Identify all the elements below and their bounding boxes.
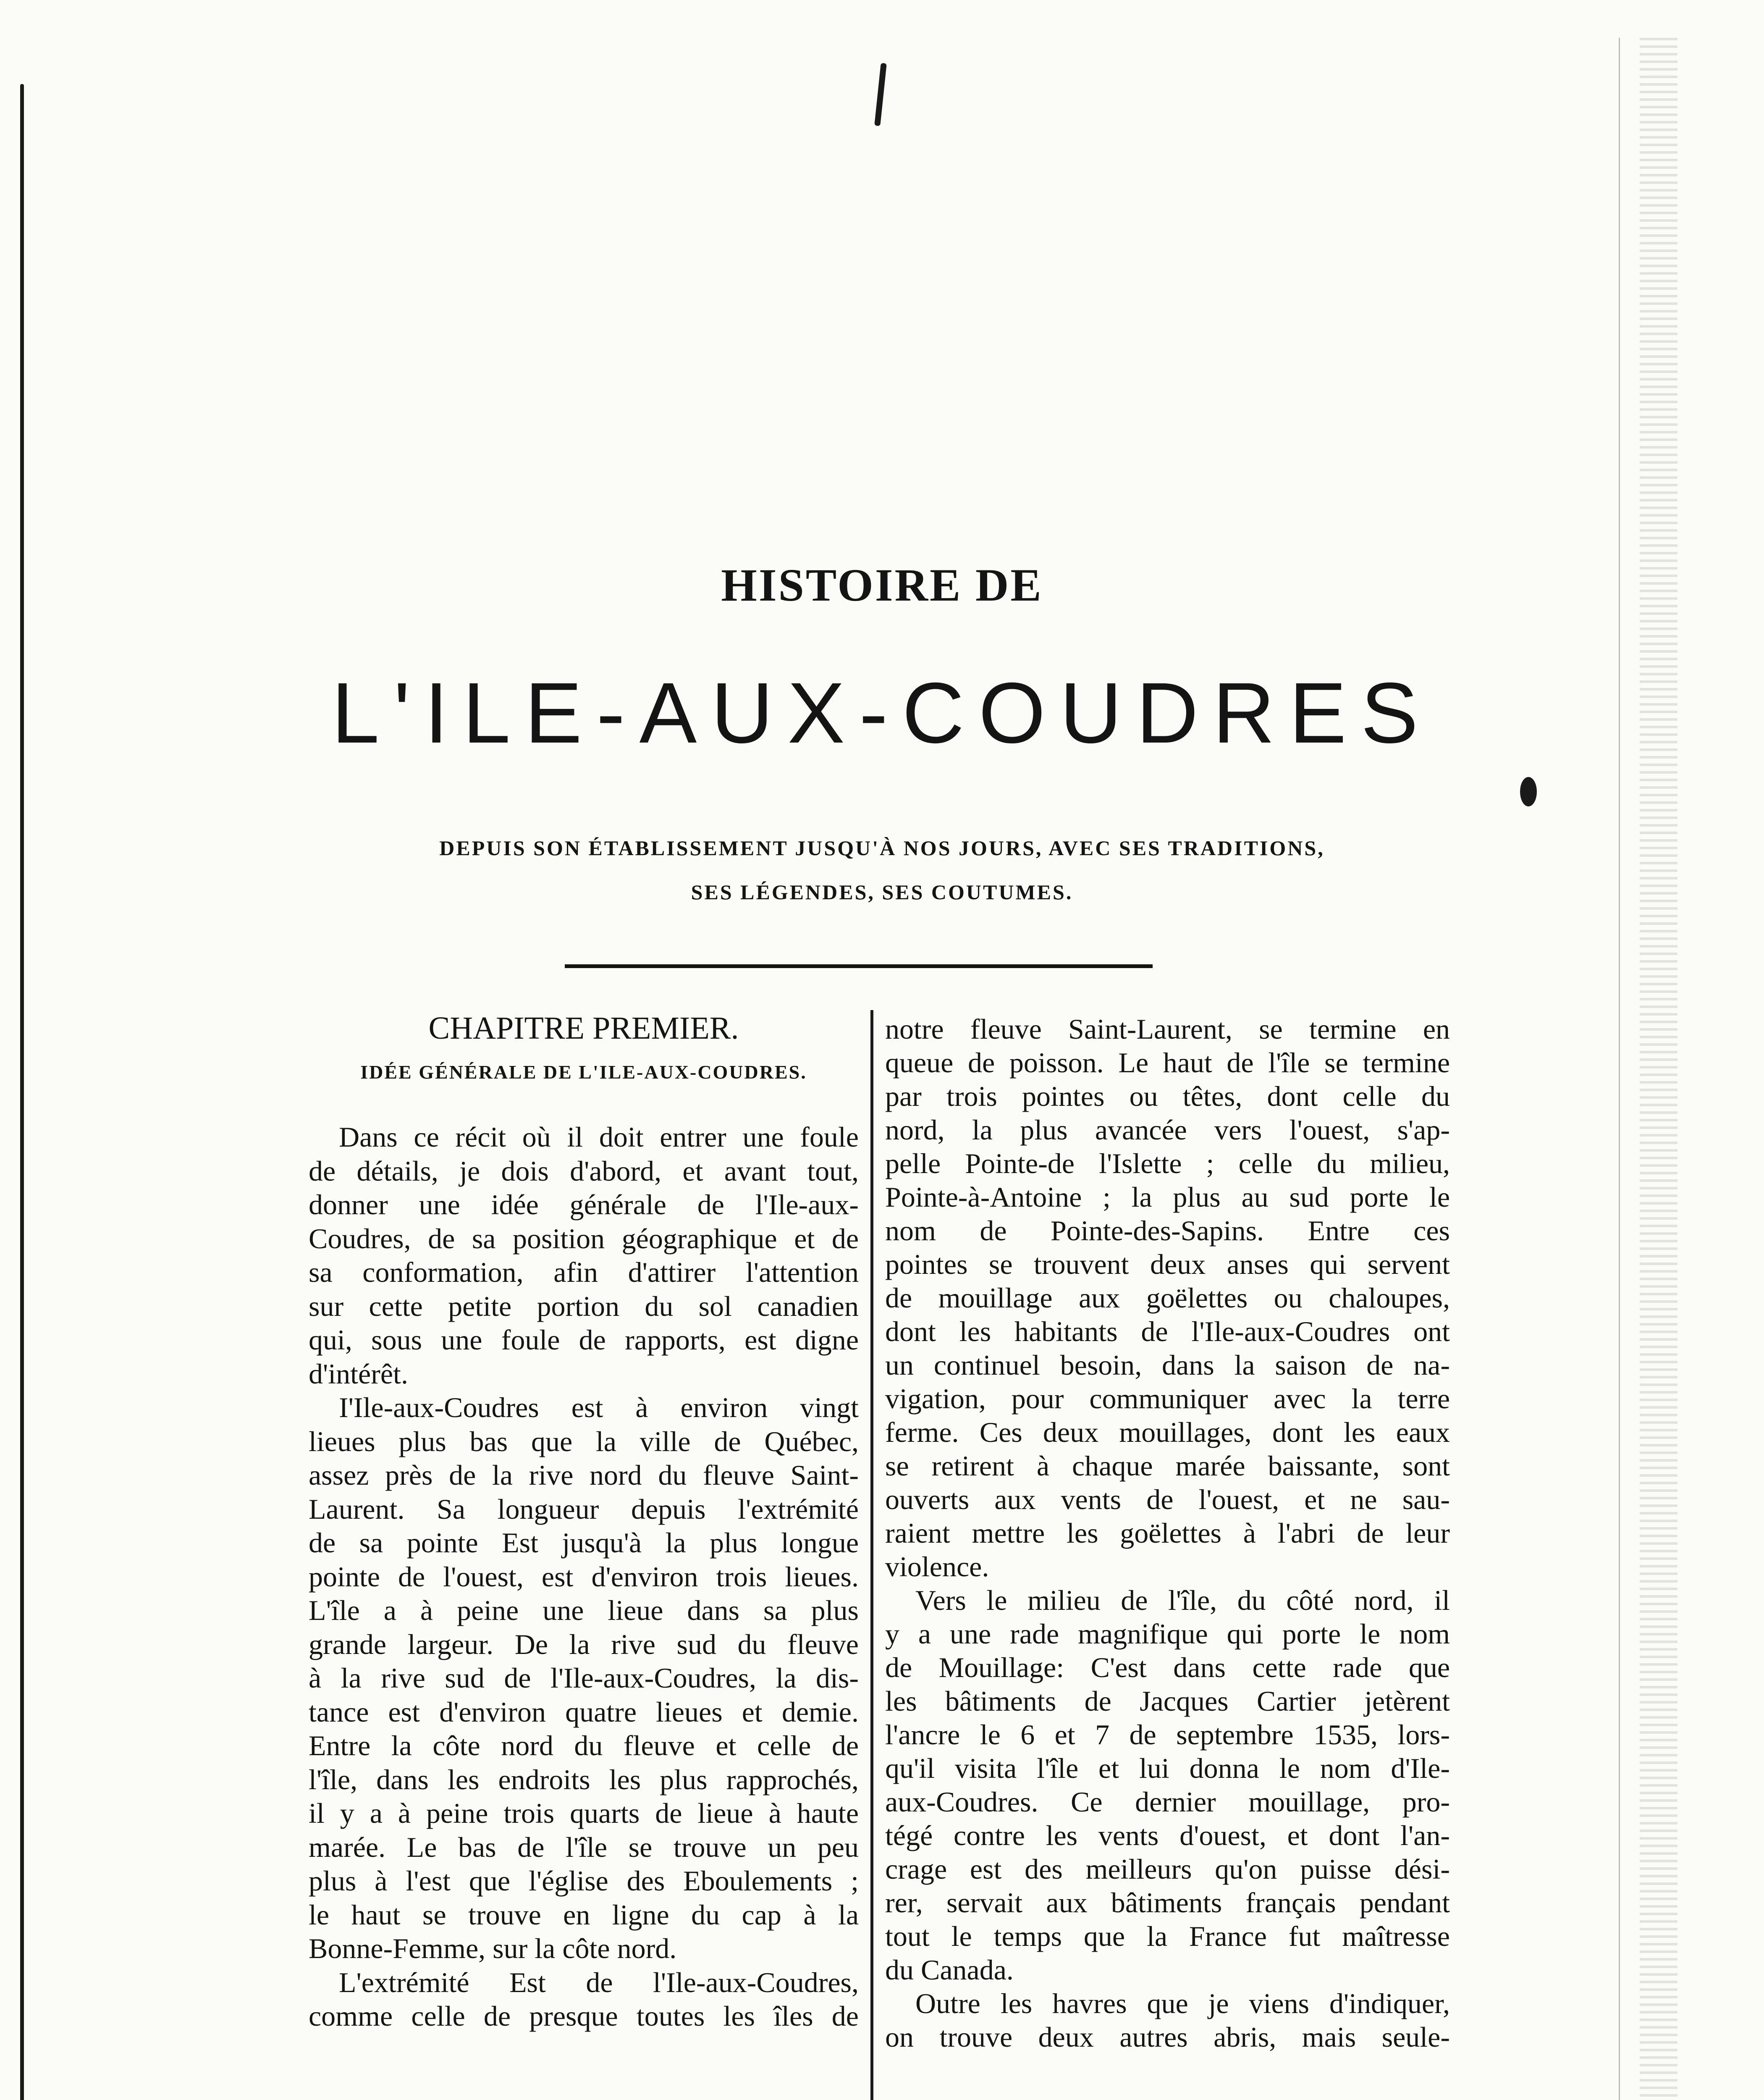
text-line: marée. Le bas de l'île se trouve un peu — [309, 1831, 859, 1863]
text-line: nom de Pointe-des-Sapins. Entre ces — [885, 1215, 1450, 1247]
left-column — [309, 1012, 859, 2033]
text-line: rer, servait aux bâtiments français pendant — [885, 1887, 1450, 1919]
text-line: notre fleuve Saint-Laurent, se termine en — [885, 1013, 1450, 1045]
text-line: pointes se trouvent deux anses qui servent — [885, 1248, 1450, 1280]
text-line: donner une idée générale de l'Ile-aux- — [309, 1189, 859, 1221]
text-line: un continuel besoin, dans la saison de na- — [885, 1349, 1450, 1381]
text-line: I'Ile-aux-Coudres est à environ vingt — [339, 1391, 859, 1423]
column-divider — [870, 1010, 873, 2100]
text-line: y a une rade magnifique qui porte le nom — [885, 1618, 1450, 1650]
text-line: raient mettre les goëlettes à l'abri de leur — [885, 1517, 1450, 1549]
right-column — [885, 1012, 1450, 2054]
text-line: dont les habitants de l'Ile-aux-Coudres ont — [885, 1315, 1450, 1347]
title-rule — [565, 964, 1153, 968]
right-column-text — [885, 1012, 1450, 2054]
text-line: de Mouillage: C'est dans cette rade que — [885, 1651, 1450, 1683]
text-line: Pointe-à-Antoine ; la plus au sud porte le — [885, 1181, 1450, 1213]
text-line: qui, sous une foule de rapports, est digne — [309, 1324, 859, 1356]
text-line: comme celle de presque toutes les îles de — [309, 2000, 859, 2032]
text-line: on trouve deux autres abris, mais seule- — [885, 2021, 1450, 2053]
text-line: de sa pointe Est jusqu'à la plus longue — [309, 1527, 859, 1559]
text-line: L'île a à peine une lieue dans sa plus — [309, 1594, 859, 1626]
scan-edge-line — [1619, 38, 1620, 2100]
text-line: tout le temps que la France fut maîtresse — [885, 1920, 1450, 1952]
text-line: Coudres, de sa position géographique et de — [309, 1222, 859, 1255]
text-line: L'extrémité Est de l'Ile-aux-Coudres, — [339, 1966, 859, 1998]
ink-blot — [1520, 777, 1537, 806]
scan-edge-left — [20, 84, 24, 2100]
scan-edge-right — [1619, 38, 1678, 2100]
text-line: de détails, je dois d'abord, et avant tout, — [309, 1155, 859, 1187]
subtitle-line-1: DEPUIS SON ÉTABLISSEMENT JUSQU'À NOS JOURS, AVEC SES TRADITIONS, — [439, 836, 1325, 860]
chapter-title: CHAPITRE PREMIER. — [428, 1011, 739, 1046]
text-line: Dans ce récit où il doit entrer une foule — [339, 1121, 859, 1153]
text-line: Outre les havres que je viens d'indiquer, — [915, 1987, 1450, 2019]
chapter-subtitle: IDÉE GÉNÉRALE DE L'ILE-AUX-COUDRES. — [360, 1061, 807, 1083]
text-line: Bonne-Femme, sur la côte nord. — [309, 1932, 677, 1964]
text-line: queue de poisson. Le haut de l'île se termine — [885, 1047, 1450, 1079]
text-line: sa conformation, afin d'attirer l'attention — [309, 1256, 859, 1288]
text-line: lieues plus bas que la ville de Québec, — [309, 1425, 859, 1457]
text-line: crage est des meilleurs qu'on puisse dési- — [885, 1853, 1450, 1885]
text-line: par trois pointes ou têtes, dont celle du — [885, 1080, 1450, 1112]
text-line: aux-Coudres. Ce dernier mouillage, pro- — [885, 1786, 1450, 1818]
text-line: Laurent. Sa longueur depuis l'extrémité — [309, 1493, 859, 1525]
text-line: de mouillage aux goëlettes ou chaloupes, — [885, 1282, 1450, 1314]
text-line: se retirent à chaque marée baissante, sont — [885, 1450, 1450, 1482]
text-line: Entre la côte nord du fleuve et celle de — [309, 1730, 859, 1761]
title-line-2: L'ILE-AUX-COUDRES — [331, 665, 1433, 761]
text-line: qu'il visita l'île et lui donna le nom d'Ile- — [885, 1752, 1450, 1784]
text-line: grande largeur. De la rive sud du fleuve — [309, 1628, 859, 1660]
text-line: les bâtiments de Jacques Cartier jetèrent — [885, 1685, 1450, 1717]
text-line: tance est d'environ quatre lieues et demie. — [309, 1696, 859, 1728]
text-line: plus à l'est que l'église des Eboulements ; — [309, 1865, 859, 1897]
text-line: l'île, dans les endroits les plus rapprochés, — [309, 1763, 859, 1796]
text-line: tégé contre les vents d'ouest, et dont l'an- — [885, 1819, 1450, 1851]
text-line: le haut se trouve en ligne du cap à la — [309, 1898, 859, 1931]
text-line: du Canada. — [885, 1954, 1014, 1986]
title-line-1: HISTOIRE DE — [721, 559, 1043, 611]
ink-mark — [874, 63, 887, 126]
left-column-text — [309, 1120, 859, 2033]
text-line: pointe de l'ouest, est d'environ trois lieues. — [309, 1560, 859, 1593]
text-line: à la rive sud de l'Ile-aux-Coudres, la dis- — [309, 1662, 859, 1694]
scan-edge-shade — [1640, 38, 1678, 2100]
text-line: ouverts aux vents de l'ouest, et ne sau- — [885, 1483, 1450, 1515]
text-line: violence. — [885, 1551, 989, 1583]
text-line: nord, la plus avancée vers l'ouest, s'ap- — [885, 1114, 1450, 1146]
text-line: ferme. Ces deux mouillages, dont les eaux — [885, 1416, 1450, 1448]
text-line: il y a à peine trois quarts de lieue à haute — [309, 1797, 859, 1829]
text-line: vigation, pour communiquer avec la terre — [885, 1383, 1450, 1415]
text-line: d'intérêt. — [309, 1357, 408, 1390]
subtitle-line-2: SES LÉGENDES, SES COUTUMES. — [691, 880, 1073, 904]
text-line: assez près de la rive nord du fleuve Saint- — [309, 1459, 859, 1491]
text-line: sur cette petite portion du sol canadien — [309, 1290, 859, 1322]
text-line: pelle Pointe-de l'Islette ; celle du milieu, — [885, 1147, 1450, 1179]
text-line: Vers le milieu de l'île, du côté nord, il — [915, 1584, 1450, 1616]
text-line: l'ancre le 6 et 7 de septembre 1535, lors- — [885, 1719, 1450, 1751]
